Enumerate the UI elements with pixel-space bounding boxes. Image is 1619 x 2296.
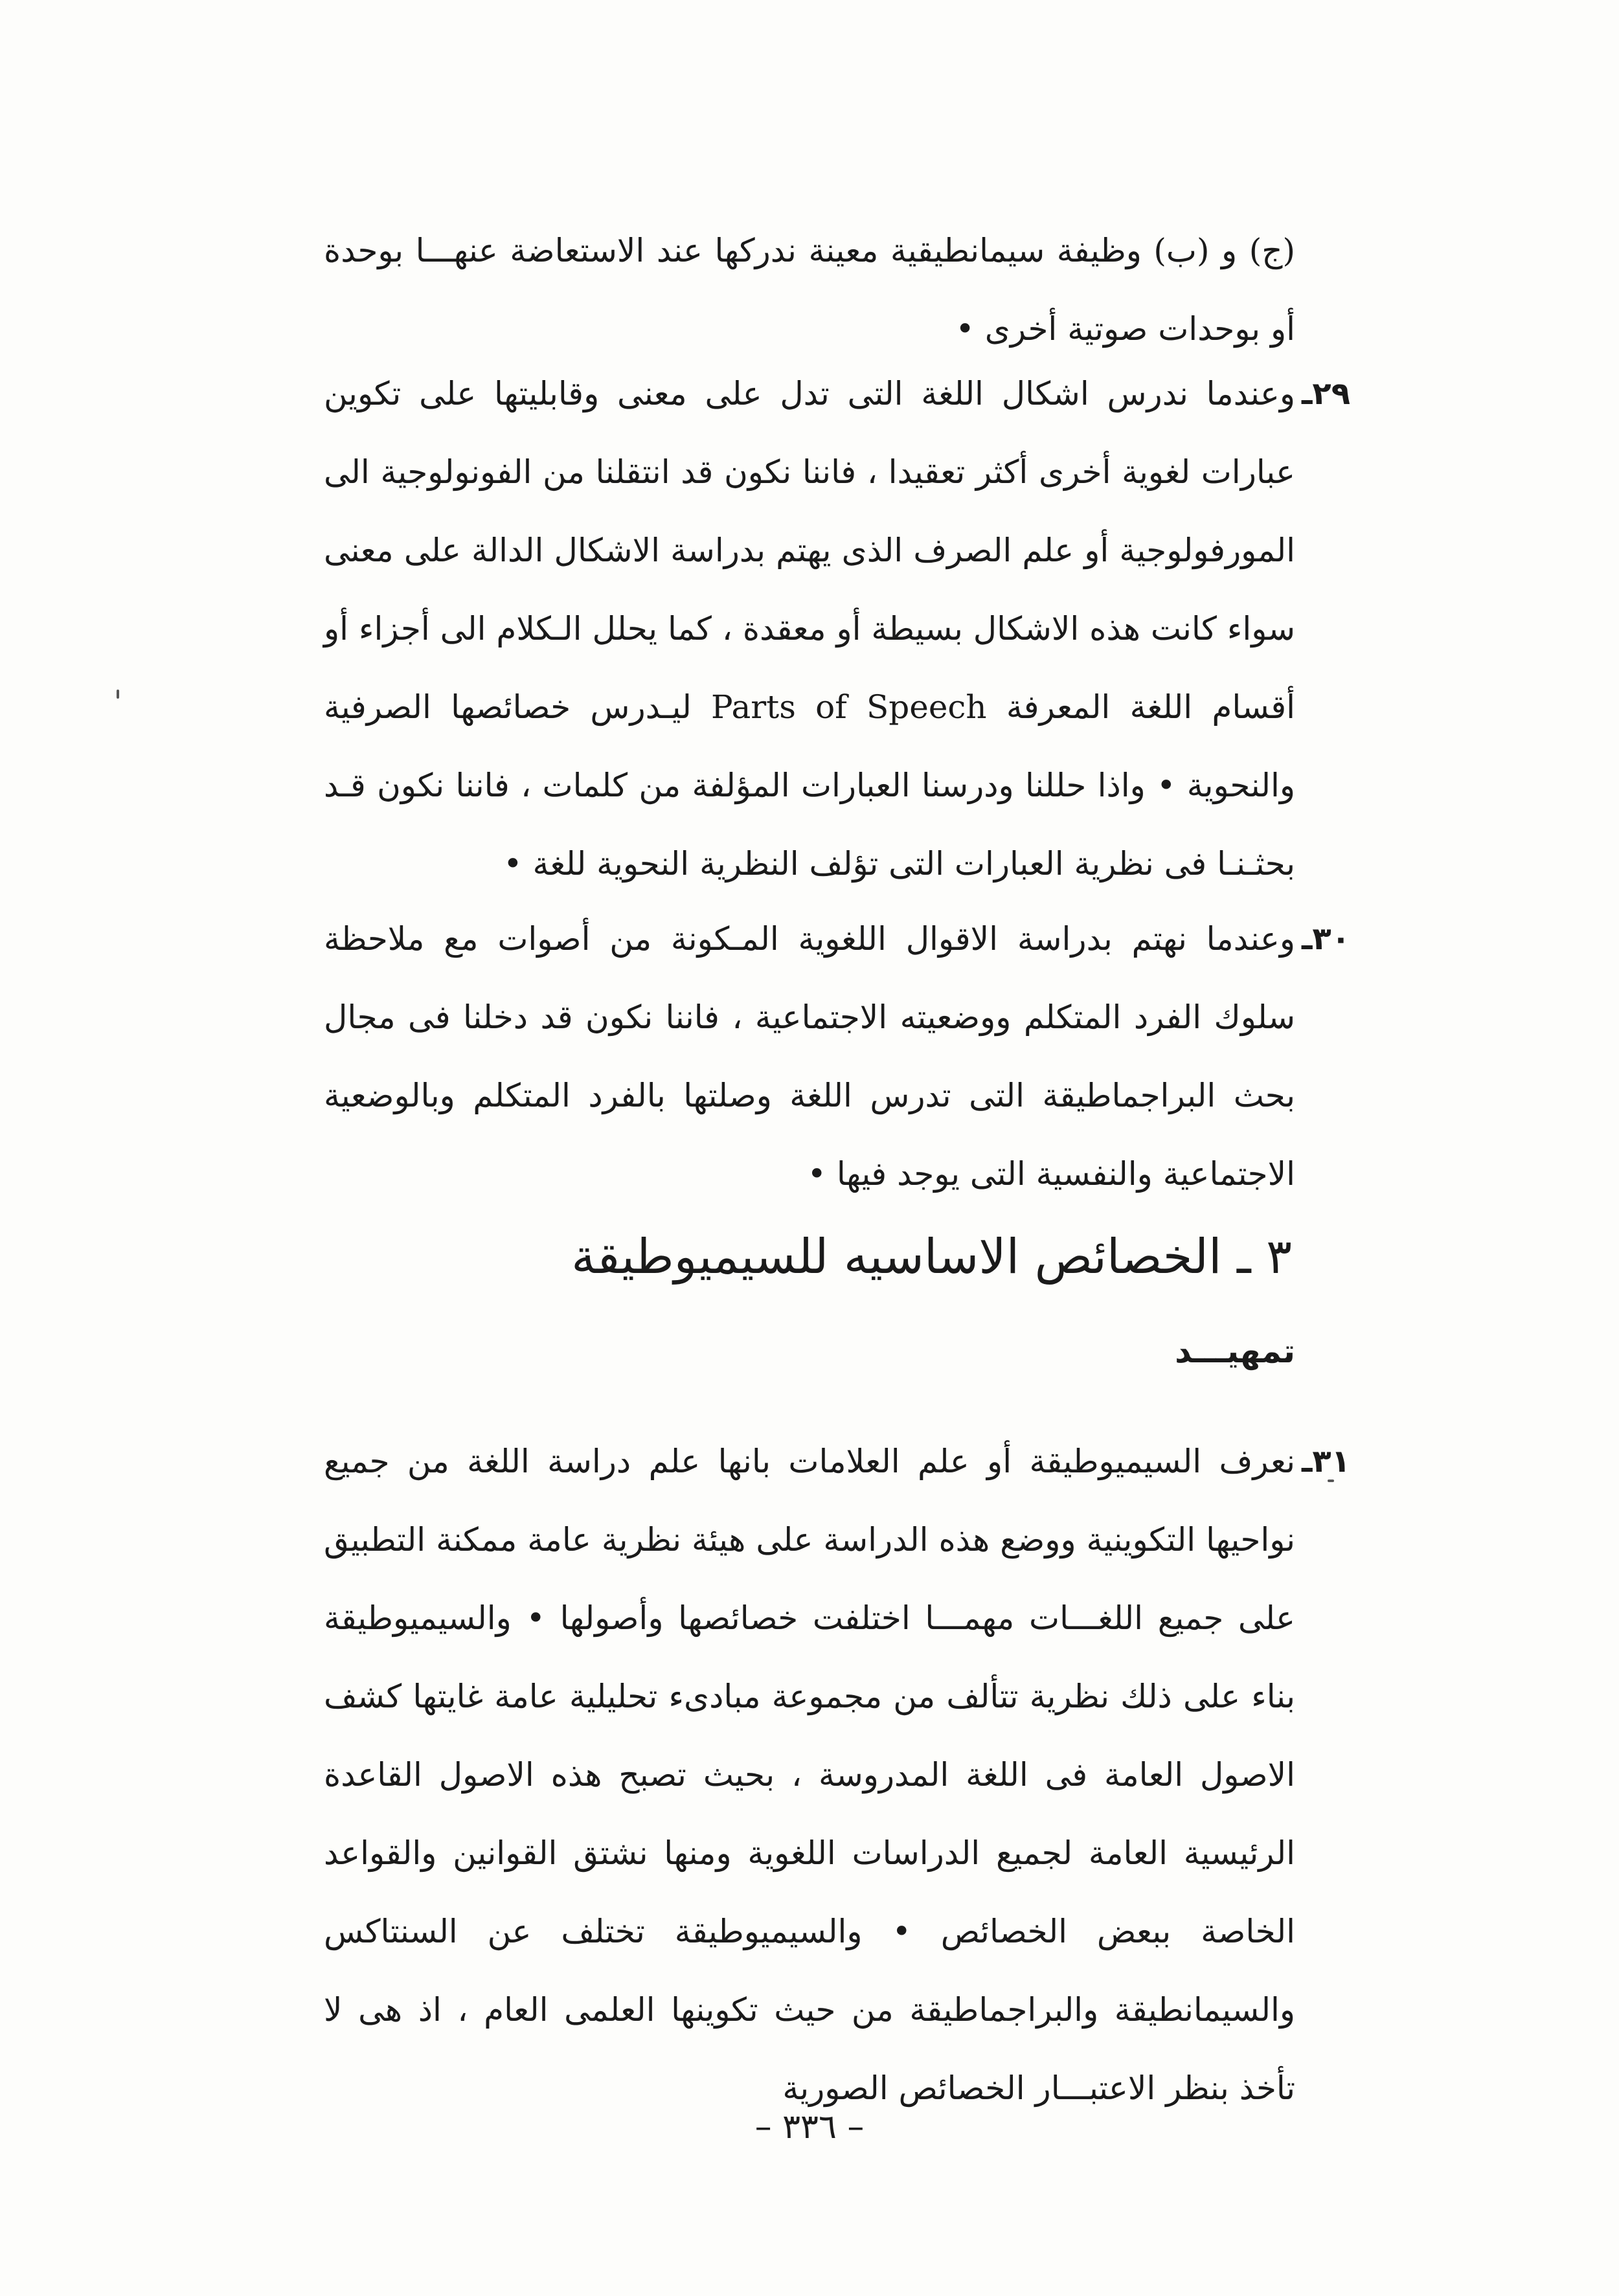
continuation-paragraph: (ج) و (ب) وظيفة سيمانطيقية معينة ندركها عند الاستعاضة عنهـــا بوحدة أو بوحدات صوتية أخرى • [324,232,1295,348]
paragraph-text: وعندما ندرس اشكال اللغة التى تدل على معنى وقابليتها على تكوين عبارات لغوية أخرى أكثر تعقيدا ، فاننا نكون قد انتقلنا من الفونولوجية الى المورفولوجية أو علم الصرف الذى يهتم بدراسة الاشكال الدالة على معنى سواء كانت هذه الاشكال بسيطة أو معقدة ، كما يحلل الـكلام الى أجزاء أو أقسام اللغة المعرفة Parts of Speech ليـدرس خصائصها الصرفية والنحوية • واذا حللنا ودرسنا العبارات المؤلفة من كلمات ، فاننا نكون قـد بحثـنـا فى نظرية العبارات التى تؤلف النظرية النحوية للغة • [324,375,1295,883]
scan-speck [117,690,119,699]
section-heading: ٣ ـ الخصائص الاساسيه للسيميوطيقة [571,1229,1292,1285]
paragraph-text: وعندما نهتم بدراسة الاقوال اللغوية المـكونة من أصوات مع ملاحظة سلوك الفرد المتكلم ووضعيته الاجتماعية ، فاننا نكون قد دخلنا فى مجال بحث البراجماطيقة التى تدرس اللغة وصلتها بالفرد المتكلم وبالوضعية الاجتماعية والنفسية التى يوجد فيها • [324,920,1295,1193]
paragraph-number: ٣١ـ [1302,1443,1350,1480]
scan-speck [1328,1480,1334,1482]
paragraph-text: نعرف السيميوطيقة أو علم العلامات بانها علم دراسة اللغة من جميع نواحيها التكوينية ووضع هذه الدراسة على هيئة نظرية عامة ممكنة التطبيق على جميع اللغـــات مهمـــا اختلفت خصائصها وأصولها • والسيميوطيقة بناء على ذلك نظرية تتألف من مجموعة مبادىء تحليلية عامة غايتها كشف الاصول العامة فى اللغة المدروسة ، بحيث تصبح هذه الاصول القاعدة الرئيسية العامة لجميع الدراسات اللغوية ومنها نشتق القوانين والقواعد الخاصة ببعض الخصائص • والسيميوطيقة تختلف عن السنتاكس والسيمانطيقة والبراجماطيقة من حيث تكوينها العلمى العام ، اذ هى لا تأخذ بنظر الاعتبـــار الخصائص الصورية [324,1443,1295,2107]
subheading: تمهيـــد [1175,1333,1295,1370]
paragraph-29 [324,355,1350,903]
paragraph-number: ٢٩ـ [1302,376,1350,412]
paragraph-number: ٣٠ـ [1302,921,1350,957]
paragraph-30 [324,900,1350,1213]
paragraph-31 [324,1423,1350,2128]
page-number: – ٣٣٦ – [754,2108,865,2146]
